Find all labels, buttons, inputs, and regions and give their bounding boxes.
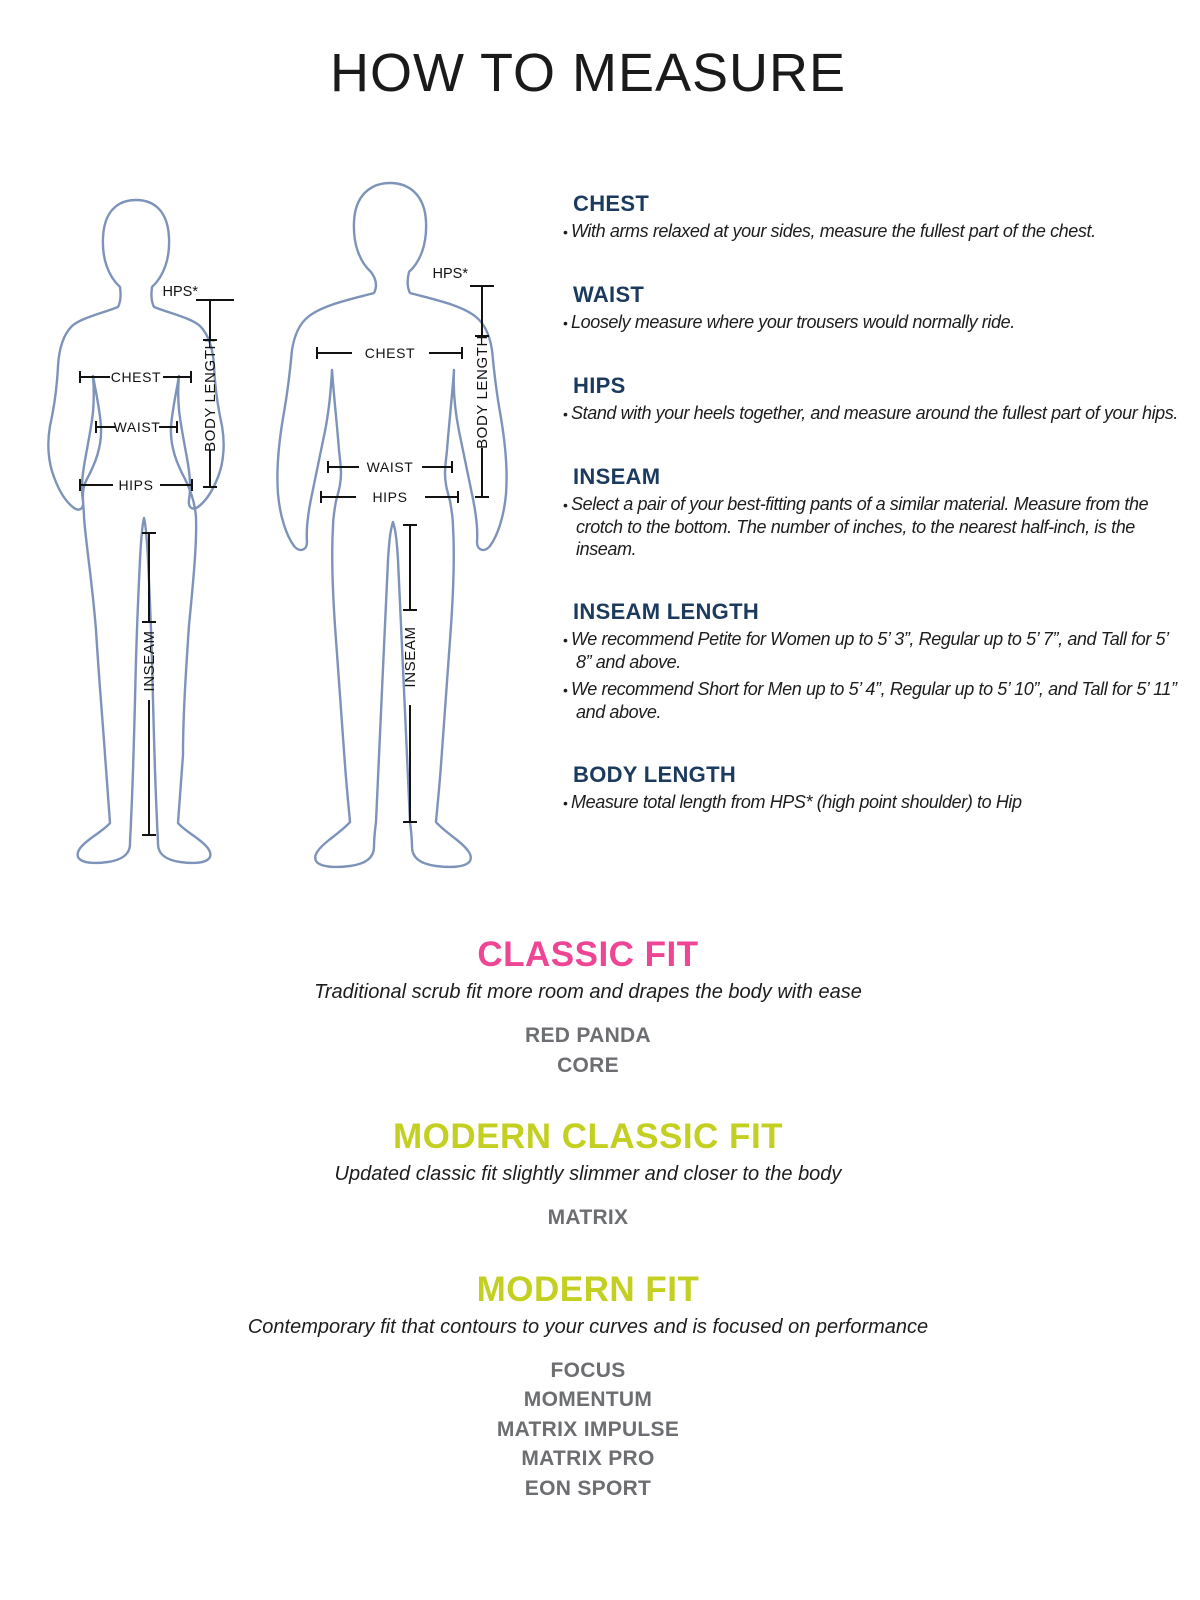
- male-chest-measure: [317, 345, 462, 361]
- bullet-dot-icon: •: [563, 224, 571, 240]
- bullet-dot-icon: •: [563, 632, 571, 648]
- brand-name: MOMENTUM: [523, 1388, 653, 1411]
- male-waist-label: WAIST: [366, 459, 414, 475]
- instruction-heading: BODY LENGTH: [573, 762, 737, 787]
- fit-name: MODERN FIT: [476, 1269, 700, 1309]
- male-inseam-label: INSEAM: [402, 626, 419, 688]
- instruction-bullet: • Measure total length from HPS* (high point shoulder) to Hip: [563, 792, 1022, 812]
- female-chest-label: CHEST: [110, 369, 162, 385]
- male-body-length-label: BODY LENGTH: [474, 335, 491, 449]
- instruction-bullet: • We recommend Petite for Women up to 5’ 3”, Regular up to 5’ 7”, and Tall for 5’ 8” and above.: [563, 629, 1168, 672]
- fit-description: Updated classic fit slightly slimmer and closer to the body: [334, 1163, 842, 1185]
- female-figure: [48, 200, 234, 863]
- instruction-heading: INSEAM LENGTH: [573, 599, 760, 624]
- fit-brand-list: [0, 1021, 1176, 1080]
- fit-brand-list: [0, 1356, 1176, 1504]
- fit-guide: [0, 936, 1176, 1503]
- instruction-heading: INSEAM: [573, 464, 661, 489]
- male-waist-measure: [328, 459, 452, 475]
- instruction-bullet: • We recommend Short for Men up to 5’ 4”, Regular up to 5’ 10”, and Tall for 5’ 11” and above.: [563, 679, 1177, 722]
- female-body-length-label: BODY LENGTH: [202, 338, 219, 452]
- fit-description: Contemporary fit that contours to your curves and is focused on performance: [247, 1315, 929, 1338]
- fit-description: Traditional scrub fit more room and drapes the body with ease: [314, 981, 862, 1003]
- instruction-heading: HIPS: [573, 373, 626, 398]
- instruction-bullet: • Loosely measure where your trousers would normally ride.: [563, 312, 1015, 332]
- male-chest-label: CHEST: [364, 345, 416, 361]
- female-waist-measure: [96, 419, 177, 435]
- male-hps-label: HPS*: [432, 266, 468, 282]
- female-hps-label: HPS*: [162, 284, 198, 300]
- instruction-bullet: • Stand with your heels together, and measure around the fullest part of your hips.: [563, 403, 1178, 423]
- brand-name: MATRIX PRO: [521, 1447, 655, 1470]
- male-hips-measure: [321, 489, 458, 505]
- female-chest-measure: [80, 369, 191, 385]
- brand-name: MATRIX: [547, 1206, 629, 1229]
- instruction-section-hips: [557, 374, 1182, 425]
- page-title: HOW TO MEASURE: [329, 43, 847, 103]
- bullet-dot-icon: •: [563, 406, 571, 422]
- brand-name: MATRIX IMPULSE: [496, 1417, 680, 1441]
- instruction-heading: CHEST: [573, 191, 650, 216]
- fit-section-classic: [0, 936, 1176, 1080]
- brand-name: EON SPORT: [524, 1476, 652, 1500]
- fit-name: MODERN CLASSIC FIT: [392, 1117, 784, 1156]
- female-waist-label: WAIST: [113, 419, 161, 435]
- fit-section-modern-classic: [0, 1118, 1176, 1233]
- instruction-heading: WAIST: [573, 282, 645, 307]
- instruction-bullet: • Select a pair of your best-fitting pants of a similar material. Measure from the crotch to the bottom. The number of inches, to the nearest half-inch, is the inseam.: [563, 494, 1149, 559]
- bullet-dot-icon: •: [563, 315, 571, 331]
- brand-name: CORE: [557, 1053, 619, 1077]
- bullet-dot-icon: •: [563, 795, 571, 811]
- female-hips-measure: [80, 477, 192, 493]
- instruction-bullet: • With arms relaxed at your sides, measure the fullest part of the chest.: [563, 221, 1096, 241]
- fit-brand-list: [0, 1203, 1176, 1233]
- bullet-dot-icon: •: [563, 682, 571, 698]
- female-hips-label: HIPS: [118, 477, 154, 493]
- brand-name: FOCUS: [550, 1358, 626, 1382]
- fit-name: CLASSIC FIT: [477, 935, 699, 974]
- instruction-section-inseam-length: [557, 600, 1182, 723]
- measurement-figures-diagram: [20, 160, 560, 880]
- female-inseam-label: INSEAM: [141, 630, 158, 692]
- brand-name: RED PANDA: [525, 1024, 651, 1047]
- fit-section-modern: [0, 1271, 1176, 1504]
- male-hips-label: HIPS: [372, 489, 408, 505]
- bullet-dot-icon: •: [563, 497, 571, 513]
- instruction-section-chest: [557, 192, 1182, 243]
- instruction-section-body-length: [557, 763, 1182, 814]
- male-inseam-measure: [402, 525, 419, 822]
- male-figure: [277, 183, 506, 867]
- measurement-instructions: [557, 192, 1182, 854]
- instruction-section-waist: [557, 283, 1182, 334]
- instruction-section-inseam: [557, 465, 1182, 560]
